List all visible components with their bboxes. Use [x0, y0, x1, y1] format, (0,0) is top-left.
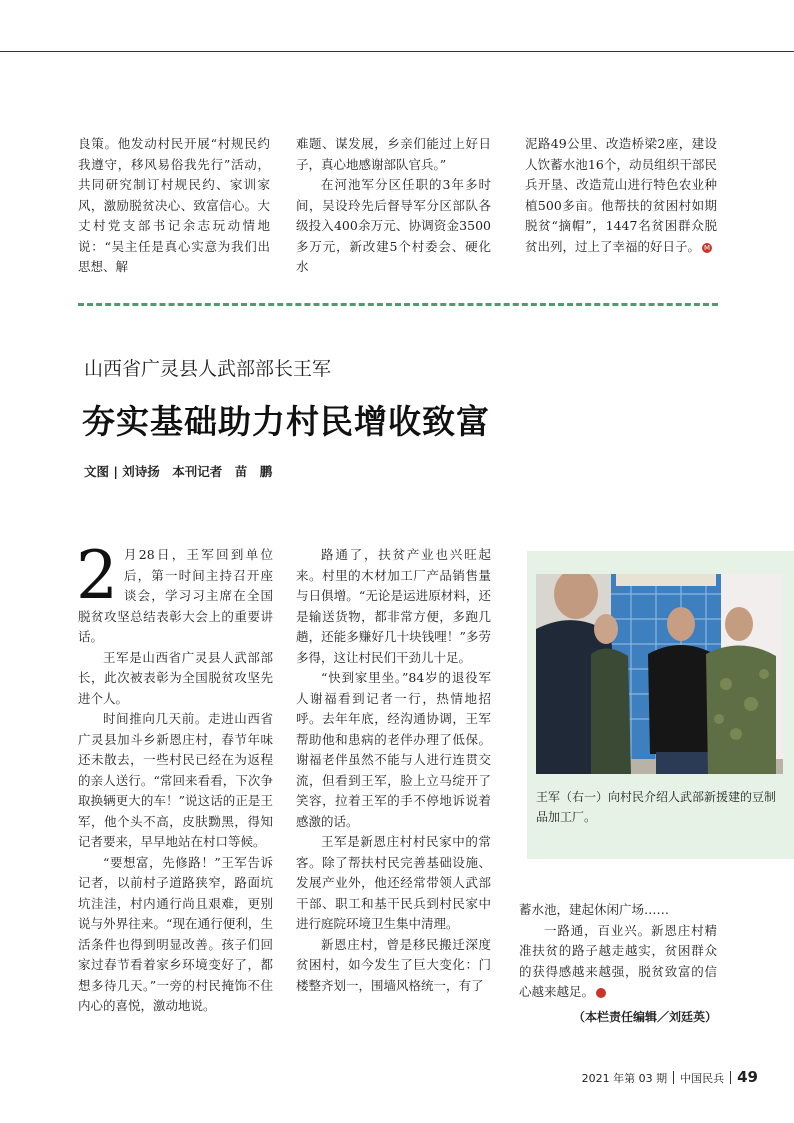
prev-article-text: 在河池军分区任职的3年多时间，吴设玲先后督导军分区部队各级投入400余万元、协调资金3500多万元，新改建5个村委会、硬化水 [296, 177, 491, 274]
prev-article-ending: 泥路49公里、改造桥梁2座，建设人饮蓄水池16个，动员组织干部民兵开垦、改造荒山进行特色农业种植500多亩。他帮扶的贫困村如期脱贫“摘帽”，1447名贫困群众脱贫出列，过上了幸福的好日子。 [525, 136, 717, 254]
prev-article-column-3 [525, 134, 717, 257]
end-mark-icon: M [703, 243, 711, 252]
article-paragraph: 路通了，扶贫产业也兴旺起来。村里的木材加工厂产品销售量与日俱增。“无论是运进原材料，还是输送货物，都非常方便，多跑几趟，还能多赚好几十块钱哩！”多劳多得，这让村民们干劲儿十足。 [296, 547, 491, 665]
article-column-3 [519, 900, 717, 1027]
page-number: 49 [737, 1068, 758, 1086]
prev-article-column-2 [296, 134, 491, 278]
article-paragraph [76, 537, 273, 648]
footer-divider [730, 1071, 731, 1084]
editor-credit: （本栏责任编辑／刘廷英） [572, 1009, 717, 1024]
magazine-name: 中国民兵 [680, 1072, 725, 1085]
article-paragraph: “要想富，先修路！”王军告诉记者，以前村子道路狭窄，路面坑坑洼洼，村内通行尚且艰难，更别说与外界往来。“现在通行便利，生活条件也得到明显改善。孩子们回家过春节看着家乡环境变好了，都想多待几天。”一旁的村民掩饰不住内心的喜悦，激动地说。 [78, 854, 273, 1013]
top-rule [0, 51, 794, 52]
prev-article-column-1 [78, 134, 270, 278]
article-paragraph: 王军是新恩庄村村民家中的常客。除了帮扶村民完善基础设施、发展产业外，他还经常带领人武部干部、职工和基干民兵到村民家中进行庭院环境卫生集中清理。 [296, 834, 491, 931]
prev-article-text [525, 134, 717, 257]
photo-panel [527, 551, 794, 859]
footer-divider [673, 1071, 674, 1084]
article-title: 夯实基础助力村民增收致富 [82, 402, 490, 441]
article-paragraph-text: 一路通，百业兴。新恩庄村精准扶贫的路子越走越实，贫困群众的获得感越来越强，脱贫致富的信心越来越足。 [519, 922, 717, 999]
article-paragraph: 王军是山西省广灵县人武部部长，此次被表彰为全国脱贫攻坚先进个人。 [78, 649, 273, 706]
article-byline: 文图 | 刘诗扬 本刊记者 苗 鹏 [84, 464, 273, 479]
article-column-2 [296, 545, 491, 996]
article-paragraph: 蓄水池，建起休闲广场…… [519, 902, 670, 917]
article-photo [536, 574, 783, 774]
article-paragraph-text: 月28日，王军回到单位后，第一时间主持召开座谈会，学习习主席在全国脱贫攻坚总结表彰大会上的重要讲话。 [78, 547, 273, 644]
prev-article-text: 难题、谋发展，乡亲们能过上好日子，真心地感谢部队官兵。” [296, 136, 491, 172]
drop-cap: 2 [76, 537, 118, 614]
article-paragraph [519, 921, 717, 1003]
end-mark-icon: M [596, 988, 606, 998]
article-paragraph: 时间推向几天前。走进山西省广灵县加斗乡新恩庄村，春节年味还未散去，一些村民已经在为返程的亲人送行。“常回来看看，下次争取换辆更大的车！”说这话的正是王军，他个头不高，皮肤黝黑，得知记者要来，早早地站在村口等候。 [78, 711, 273, 849]
article-subtitle: 山西省广灵县人武部部长王军 [84, 358, 332, 380]
section-divider [78, 303, 718, 306]
issue-label: 2021 年第 03 期 [581, 1072, 668, 1085]
article-paragraph: “快到家里坐。”84岁的退役军人谢福看到记者一行，热情地招呼。去年年底，经沟通协调，王军帮助他和患病的老伴办理了低保。谢福老伴虽然不能与人进行连贯交流，但看到王军，脸上立马绽开了笑容，拉着王军的手不停地诉说着感激的话。 [296, 670, 491, 829]
article-column-1 [76, 537, 273, 1017]
article-paragraph: 新恩庄村，曾是移民搬迁深度贫困村，如今发生了巨大变化：门楼整齐划一，围墙风格统一，有了 [296, 936, 491, 993]
page-footer [582, 1068, 758, 1086]
photo-caption: 王军（右一）向村民介绍人武部新援建的豆制品加工厂。 [536, 790, 777, 824]
prev-article-text: 良策。他发动村民开展“村规民约我遵守，移风易俗我先行”活动，共同研究制订村规民约、家训家风，激励脱贫决心、致富信心。大丈村党支部书记余志玩动情地说：“吴主任是真心实意为我们出思想、解 [78, 136, 270, 274]
photo-illustration [536, 574, 783, 774]
